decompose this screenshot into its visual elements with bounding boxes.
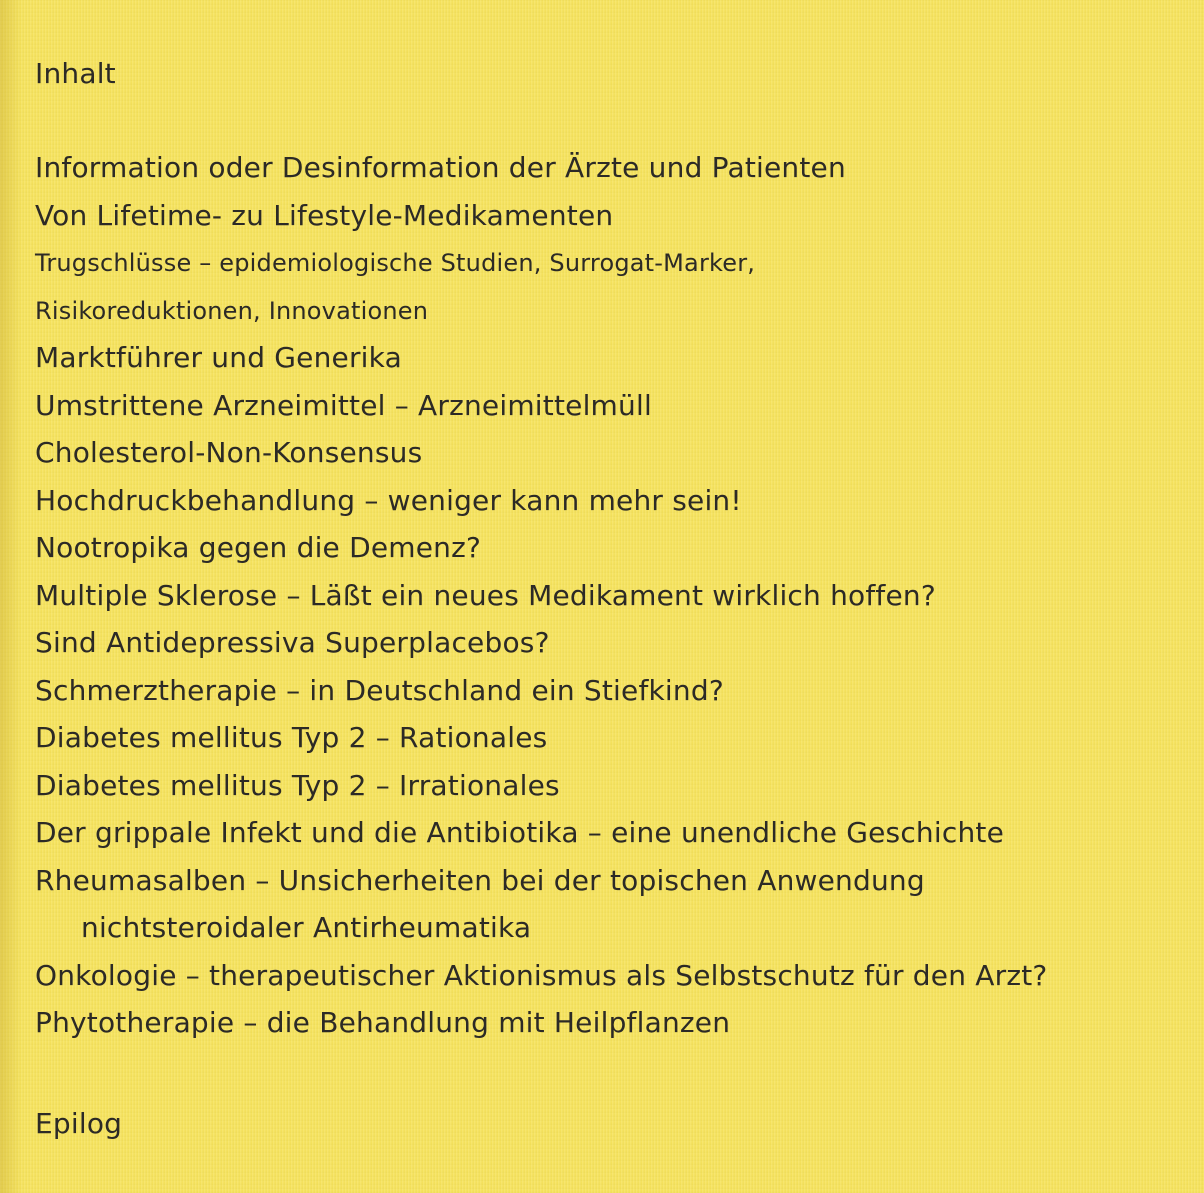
toc-entry: Schmerztherapie – in Deutschland ein Stiefkind? [35, 673, 724, 707]
toc-epilog: Epilog [35, 1107, 123, 1140]
toc-entry: Sind Antidepressiva Superplacebos? [35, 626, 550, 659]
toc-entry: Von Lifetime- zu Lifestyle-Medikamenten [35, 198, 614, 232]
toc-heading: Inhalt [35, 57, 116, 90]
toc-entry: Rheumasalben – Unsicherheiten bei der topischen Anwendung [35, 863, 925, 897]
toc-entries [35, 148, 1047, 1051]
toc-entry-continuation: nichtsteroidaler Antirheumatika [81, 911, 532, 944]
toc-entry: Der grippale Infekt und die Antibiotika – eine unendliche Geschichte [35, 816, 1005, 849]
toc-entry: Hochdruckbehandlung – weniger kann mehr sein! [35, 483, 742, 517]
toc-entry: Diabetes mellitus Typ 2 – Rationales [35, 721, 548, 754]
toc-entry: Multiple Sklerose – Läßt ein neues Medikament wirklich hoffen? [35, 578, 936, 612]
toc-entry: Trugschlüsse – epidemiologische Studien, Surrogat-Marker, [35, 249, 756, 277]
toc-entry: Phytotherapie – die Behandlung mit Heilpflanzen [35, 1006, 731, 1039]
toc-entry: Risikoreduktionen, Innovationen [35, 296, 429, 325]
toc-entry: Diabetes mellitus Typ 2 – Irrationales [35, 768, 560, 802]
toc-entry: Nootropika gegen die Demenz? [35, 531, 482, 564]
toc-entry: Umstrittene Arzneimittel – Arzneimittelmüll [35, 388, 652, 422]
toc-entry: Cholesterol-Non-Konsensus [35, 436, 423, 469]
toc-entry: Information oder Desinformation der Ärzte und Patienten [35, 151, 846, 184]
toc-entry: Marktführer und Generika [35, 341, 402, 374]
toc-entry: Onkologie – therapeutischer Aktionismus als Selbstschutz für den Arzt? [35, 958, 1048, 992]
